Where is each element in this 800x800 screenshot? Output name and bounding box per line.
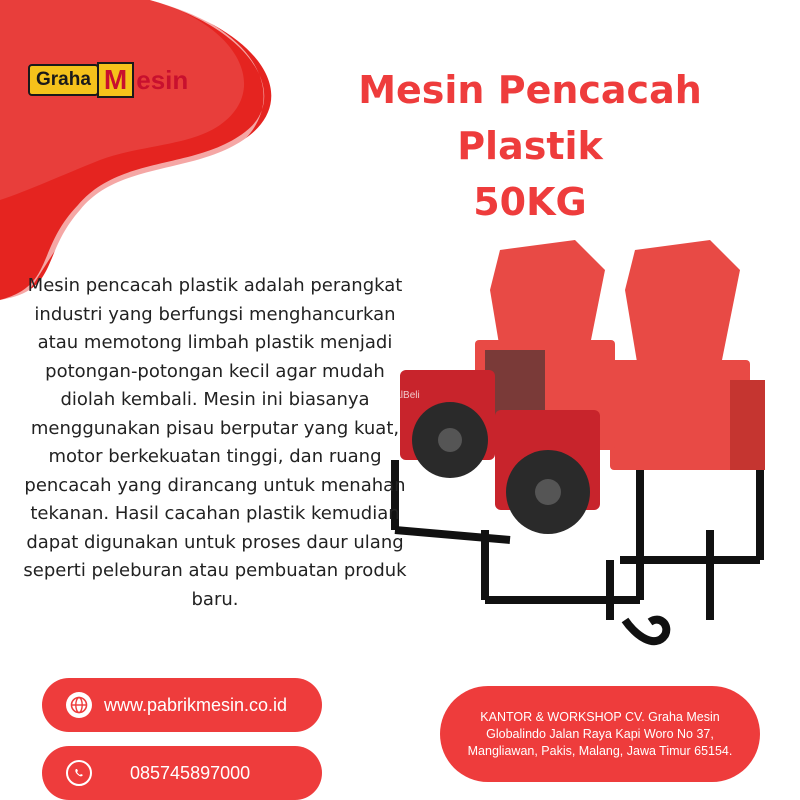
title-line-1: Mesin Pencacah Plastik — [358, 68, 702, 168]
address-text: KANTOR & WORKSHOP CV. Graha Mesin Globalindo Jalan Raya Kapi Woro No 37, Mangliawan, Pakis, Malang, Jawa Timur 65154. — [467, 709, 733, 758]
website-link[interactable] — [42, 678, 322, 732]
logo-graha-text: Graha — [28, 64, 99, 96]
brand-logo — [28, 60, 188, 100]
globe-icon — [66, 692, 92, 718]
page-title — [280, 62, 780, 230]
photo-watermark: MesinJualBeli — [358, 390, 420, 401]
website-label: www.pabrikmesin.co.id — [104, 694, 288, 715]
phone-label: 085745897000 — [130, 762, 251, 783]
address-box — [440, 686, 760, 782]
logo-m-letter: M — [97, 62, 134, 98]
whatsapp-icon — [66, 760, 92, 786]
engine-back — [400, 370, 495, 478]
logo-esin-text: esin — [136, 64, 189, 95]
engine-front — [495, 410, 600, 534]
product-description: Mesin pencacah plastik adalah perangkat industri yang berfungsi menghancurkan atau memotong limbah plastik menjadi potongan-potongan kecil agar mudah diolah kembali. Mesin ini biasanya menggunakan pisau berputar yang kuat, motor berkekuatan tinggi, dan ruang pencacah yang dirancang untuk menahan tekanan. Hasil cacahan plastik kemudian dapat digunakan untuk proses daur ulang seperti peleburan atau pembuatan produk baru. — [23, 275, 407, 610]
machine-photo — [380, 230, 800, 670]
phone-link[interactable] — [42, 746, 322, 800]
back-machine — [610, 240, 765, 470]
title-line-2: 50KG — [473, 180, 587, 224]
